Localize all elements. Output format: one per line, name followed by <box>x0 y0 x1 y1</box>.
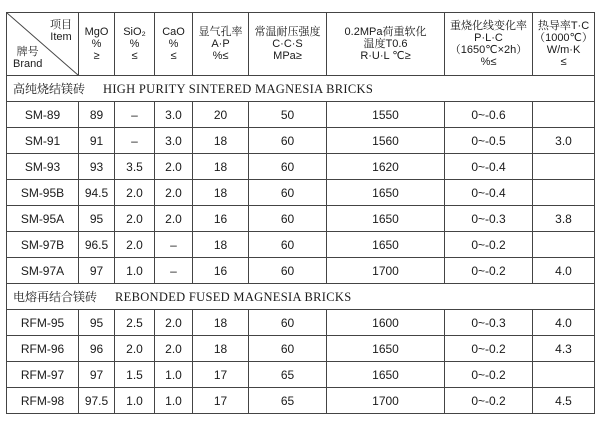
col-header-thermal-conductivity: 热导率T·C （1000℃） W/m·K ≤ <box>533 13 595 76</box>
cell-mgo: 94.5 <box>79 180 115 206</box>
cell-strength: 65 <box>249 362 327 388</box>
cell-cao: 2.0 <box>155 336 193 362</box>
cell-brand: SM-97B <box>7 232 79 258</box>
cell-cao: 3.0 <box>155 128 193 154</box>
cell-sio2: – <box>115 102 155 128</box>
cell-cao: 3.0 <box>155 102 193 128</box>
section-header <box>7 76 595 102</box>
cell-mgo: 89 <box>79 102 115 128</box>
cell-sio2: 1.0 <box>115 388 155 414</box>
section-title-cell <box>7 76 595 102</box>
cell-mgo: 95 <box>79 206 115 232</box>
cell-porosity: 17 <box>193 388 249 414</box>
col-header-crushing-strength: 常温耐压强度 C·C·S MPa≥ <box>249 13 327 76</box>
cell-strength: 60 <box>249 232 327 258</box>
cell-mgo: 97 <box>79 258 115 284</box>
cell-cao: 1.0 <box>155 388 193 414</box>
cell-strength: 60 <box>249 154 327 180</box>
cell-strength: 60 <box>249 336 327 362</box>
cell-sio2: 1.0 <box>115 258 155 284</box>
cell-porosity: 18 <box>193 310 249 336</box>
cell-brand: SM-95B <box>7 180 79 206</box>
cell-thermal-conductivity <box>533 232 595 258</box>
cell-mgo: 96 <box>79 336 115 362</box>
col-header-rul: 0.2MPa荷重软化 温度T0.6 R·U·L ℃≥ <box>327 13 445 76</box>
cell-strength: 60 <box>249 128 327 154</box>
cell-brand: SM-93 <box>7 154 79 180</box>
cell-brand: SM-89 <box>7 102 79 128</box>
cell-sio2: 2.0 <box>115 180 155 206</box>
cell-thermal-conductivity: 4.5 <box>533 388 595 414</box>
cell-porosity: 20 <box>193 102 249 128</box>
section-title-en: HIGH PURITY SINTERED MAGNESIA BRICKS <box>103 82 374 96</box>
cell-porosity: 18 <box>193 128 249 154</box>
cell-cao: – <box>155 258 193 284</box>
col-header-cao: CaO % ≤ <box>155 13 193 76</box>
cell-strength: 60 <box>249 310 327 336</box>
section-title-en: REBONDED FUSED MAGNESIA BRICKS <box>115 290 352 304</box>
section-header <box>7 284 595 310</box>
section-title-cn: 高纯烧结镁砖 <box>13 82 86 96</box>
cell-cao: 2.0 <box>155 180 193 206</box>
cell-strength: 60 <box>249 258 327 284</box>
table-row <box>7 336 595 362</box>
brand-label <box>13 46 42 70</box>
cell-brand: SM-95A <box>7 206 79 232</box>
cell-sio2: 2.0 <box>115 206 155 232</box>
cell-plc: 0~-0.4 <box>445 180 533 206</box>
cell-sio2: 2.0 <box>115 232 155 258</box>
table-body <box>7 76 595 414</box>
cell-brand: RFM-96 <box>7 336 79 362</box>
cell-cao: 2.0 <box>155 154 193 180</box>
cell-sio2: – <box>115 128 155 154</box>
cell-mgo: 97 <box>79 362 115 388</box>
table-row <box>7 310 595 336</box>
brand-label-cn: 牌号 <box>16 46 39 58</box>
cell-cao: 1.0 <box>155 362 193 388</box>
table-row <box>7 180 595 206</box>
cell-sio2: 1.5 <box>115 362 155 388</box>
col-header-plc: 重烧化线变化率 P·L·C （1650℃×2h） %≤ <box>445 13 533 76</box>
cell-brand: SM-91 <box>7 128 79 154</box>
cell-porosity: 18 <box>193 336 249 362</box>
section-title-cn: 电熔再结合镁砖 <box>13 290 98 304</box>
cell-thermal-conductivity: 3.0 <box>533 128 595 154</box>
cell-porosity: 18 <box>193 180 249 206</box>
table-row <box>7 102 595 128</box>
header-row <box>7 13 595 76</box>
cell-cao: 2.0 <box>155 310 193 336</box>
cell-porosity: 16 <box>193 258 249 284</box>
cell-brand: RFM-97 <box>7 362 79 388</box>
cell-strength: 50 <box>249 102 327 128</box>
cell-rul: 1700 <box>327 258 445 284</box>
cell-mgo: 95 <box>79 310 115 336</box>
cell-rul: 1650 <box>327 180 445 206</box>
cell-thermal-conductivity <box>533 102 595 128</box>
cell-strength: 60 <box>249 206 327 232</box>
cell-mgo: 97.5 <box>79 388 115 414</box>
cell-plc: 0~-0.3 <box>445 206 533 232</box>
item-label-en: Item <box>50 31 72 43</box>
cell-plc: 0~-0.2 <box>445 232 533 258</box>
cell-cao: 2.0 <box>155 206 193 232</box>
cell-sio2: 2.0 <box>115 336 155 362</box>
cell-thermal-conductivity: 4.0 <box>533 310 595 336</box>
item-label <box>50 19 72 43</box>
cell-brand: RFM-98 <box>7 388 79 414</box>
cell-thermal-conductivity <box>533 180 595 206</box>
cell-porosity: 18 <box>193 154 249 180</box>
col-header-sio2: SiO₂ % ≤ <box>115 13 155 76</box>
cell-rul: 1550 <box>327 102 445 128</box>
cell-strength: 65 <box>249 388 327 414</box>
cell-brand: RFM-95 <box>7 310 79 336</box>
table-row <box>7 206 595 232</box>
col-header-mgo: MgO % ≥ <box>79 13 115 76</box>
cell-sio2: 3.5 <box>115 154 155 180</box>
table-row <box>7 362 595 388</box>
cell-thermal-conductivity: 4.0 <box>533 258 595 284</box>
cell-rul: 1700 <box>327 388 445 414</box>
cell-rul: 1560 <box>327 128 445 154</box>
cell-thermal-conductivity <box>533 362 595 388</box>
section-title-cell <box>7 284 595 310</box>
table-row <box>7 232 595 258</box>
cell-porosity: 16 <box>193 206 249 232</box>
cell-rul: 1620 <box>327 154 445 180</box>
cell-rul: 1600 <box>327 310 445 336</box>
cell-sio2: 2.5 <box>115 310 155 336</box>
cell-plc: 0~-0.2 <box>445 258 533 284</box>
cell-plc: 0~-0.2 <box>445 362 533 388</box>
cell-plc: 0~-0.2 <box>445 336 533 362</box>
cell-mgo: 91 <box>79 128 115 154</box>
cell-porosity: 17 <box>193 362 249 388</box>
cell-plc: 0~-0.6 <box>445 102 533 128</box>
cell-rul: 1650 <box>327 336 445 362</box>
magnesia-bricks-table <box>6 12 595 414</box>
cell-thermal-conductivity: 3.8 <box>533 206 595 232</box>
brand-label-en: Brand <box>13 58 43 70</box>
cell-brand: SM-97A <box>7 258 79 284</box>
cell-plc: 0~-0.2 <box>445 388 533 414</box>
table-row <box>7 154 595 180</box>
cell-mgo: 96.5 <box>79 232 115 258</box>
cell-cao: – <box>155 232 193 258</box>
cell-rul: 1650 <box>327 206 445 232</box>
corner-header <box>7 13 79 76</box>
table-row <box>7 128 595 154</box>
cell-plc: 0~-0.3 <box>445 310 533 336</box>
cell-thermal-conductivity: 4.3 <box>533 336 595 362</box>
col-header-apparent-porosity: 显气孔率 A·P %≤ <box>193 13 249 76</box>
cell-thermal-conductivity <box>533 154 595 180</box>
table-row <box>7 388 595 414</box>
item-label-cn: 项目 <box>50 19 72 31</box>
cell-mgo: 93 <box>79 154 115 180</box>
cell-strength: 60 <box>249 180 327 206</box>
table-row <box>7 258 595 284</box>
cell-plc: 0~-0.5 <box>445 128 533 154</box>
cell-rul: 1650 <box>327 362 445 388</box>
cell-plc: 0~-0.4 <box>445 154 533 180</box>
cell-rul: 1650 <box>327 232 445 258</box>
cell-porosity: 18 <box>193 232 249 258</box>
